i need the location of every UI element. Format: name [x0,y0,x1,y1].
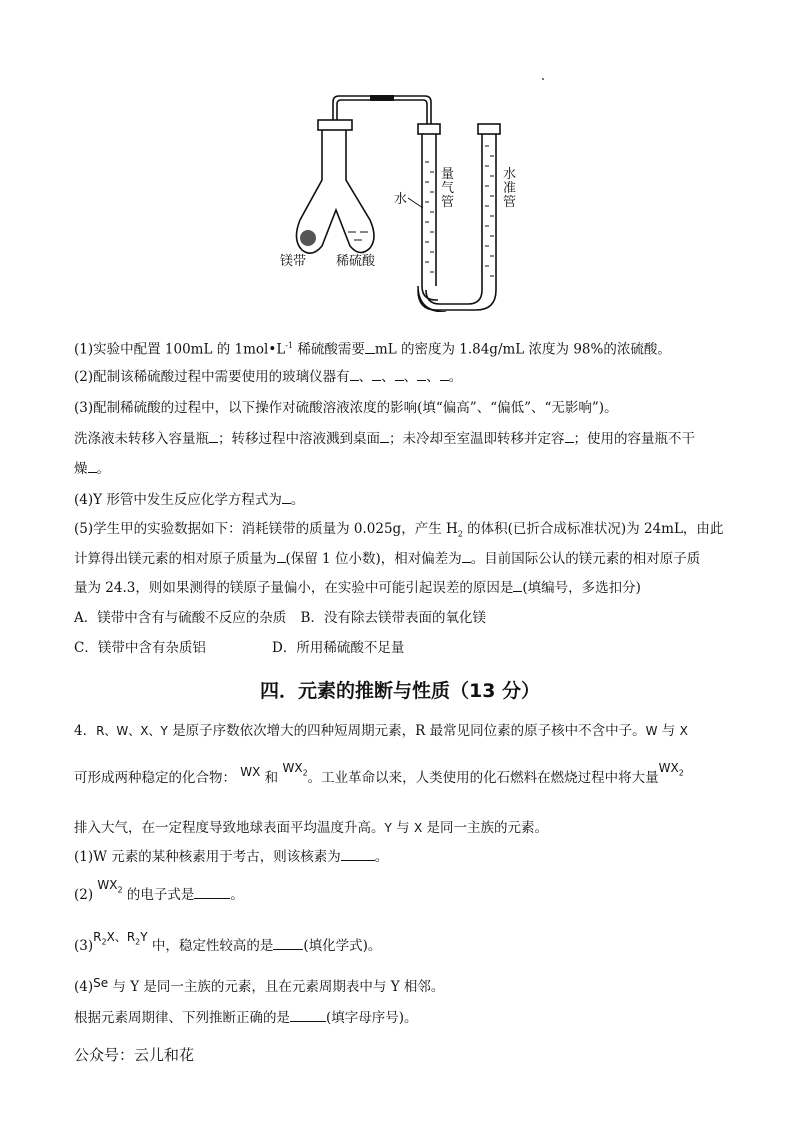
mg-ribbon-blob [300,230,316,246]
answer-blank[interactable] [194,898,230,899]
answer-blank[interactable] [341,860,375,861]
q4-line1: 4．R、W、X、Y 是原子序数依次增大的四种短周期元素，R 最常见同位素的原子核中不含中子。W 与 X [74,723,688,739]
answer-blank[interactable] [513,591,522,592]
answer-blank[interactable] [290,1021,326,1022]
q4-line2: 可形成两种稳定的化合物： WX 和 $WX_2$。工业革命以来，人类使用的化石燃料在燃烧过程中将大量$WX_2$ [74,761,684,786]
answer-blank[interactable] [565,442,574,443]
q3-part3-cont: 燥 。 [74,461,110,477]
answer-blank[interactable] [282,503,291,504]
q3-options-ab [74,608,486,628]
formula-se: Se [93,976,109,990]
formula-wx2-b: $WX_2$ [658,761,684,778]
answer-blank[interactable] [395,380,404,381]
answer-blank[interactable] [462,562,471,563]
q4-sub4-cont: 根据元素周期律、下列推断正确的是 (填字母序号)。 [74,1010,418,1026]
answer-blank[interactable] [350,380,359,381]
q3-part2: (2)配制该稀硫酸过程中需要使用的玻璃仪器有 、 、 、 、 。 [74,369,463,385]
label-mg-ribbon: 镁带 [280,254,307,269]
q3-part3: (3)配制稀硫酸的过程中，以下操作对硫酸溶液浓度的影响(填“偏高”、“偏低”、“无影响”)。 [74,400,618,416]
apparatus-figure [270,90,530,312]
answer-blank[interactable] [209,442,218,443]
q4-line3: 排入大气，在一定程度导致地球表面平均温度升高。Y 与 X 是同一主族的元素。 [74,820,548,836]
q4-sub4: (4)Se 与 Y 是同一主族的元素，且在元素周期表中与 Y 相邻。 [74,976,445,995]
option-b[interactable]: B．没有除去镁带表面的氧化镁 [300,610,486,626]
label-gas-burette: 量气管 [441,167,455,210]
q3-part4: (4)Y 形管中发生反应化学方程式为 。 [74,492,305,508]
answer-blank[interactable] [372,380,381,381]
answer-blank[interactable] [417,380,426,381]
q4-sub3: $(3)R_2X$、$R_2Y$ 中，稳定性较高的是 (填化学式)。 [74,930,382,954]
answer-blank[interactable] [273,949,303,950]
label-leveling-tube: 水准管 [503,167,517,210]
q4-sub2: (2) $WX_2$ 的电子式是 。 [74,878,244,903]
answer-blank[interactable] [277,562,286,563]
stray-dot [542,78,544,80]
answer-blank[interactable] [440,380,449,381]
option-c[interactable]: C．镁带中含有杂质铝 [74,640,206,656]
label-dilute-acid: 稀硫酸 [336,254,376,269]
label-water: 水 [394,192,408,207]
rubber-joint [370,95,394,101]
formula-r2x-r2y: $R_2X$、$R_2Y$ [93,930,148,947]
q3-part5-line1: (5)学生甲的实验数据如下：消耗镁带的质量为 0.025g，产生 $H_2$ 的体积(已折合成标准状况)为 24mL，由此 [74,521,724,539]
footer-note: 公众号：云儿和花 [74,1046,195,1064]
answer-blank[interactable] [365,353,375,354]
formula-wx2-c: $WX_2$ [97,878,123,895]
answer-blank[interactable] [380,442,389,443]
formula-wx2: $WX_2$ [282,761,308,778]
q3-part3-items: 洗涤液未转移入容量瓶 ；转移过程中溶液溅到桌面 ；未冷却至室温即转移并定容 ；使用的容量瓶不干 [74,431,695,447]
formula-wx: WX [240,765,261,779]
option-d[interactable]: D．所用稀硫酸不足量 [272,640,405,656]
q3-part5-line3: 量为 24.3，则如果测得的镁原子量偏小，在实验中可能引起误差的原因是 (填编号，多选扣分) [74,580,641,596]
option-a[interactable]: A．镁带中含有与硫酸不反应的杂质 [74,610,287,626]
q3-options-cd [74,638,405,658]
section-title: 四．元素的推断与性质（13 分） [259,680,541,702]
q4-sub1: (1)W 元素的某种核素用于考古，则该核素为 。 [74,849,389,865]
answer-blank[interactable] [88,472,97,473]
q3-part5-line2: 计算得出镁元素的相对原子质量为 (保留 1 位小数)，相对偏差为 。目前国际公认的镁元素的相对原子质 [74,551,701,567]
q3-part1: (1)实验中配置 100mL 的 $1mol•L^{-1}$ 稀硫酸需要 mL 的密度为 1.84g/mL 浓度为 98%的浓硫酸。 [74,341,671,358]
